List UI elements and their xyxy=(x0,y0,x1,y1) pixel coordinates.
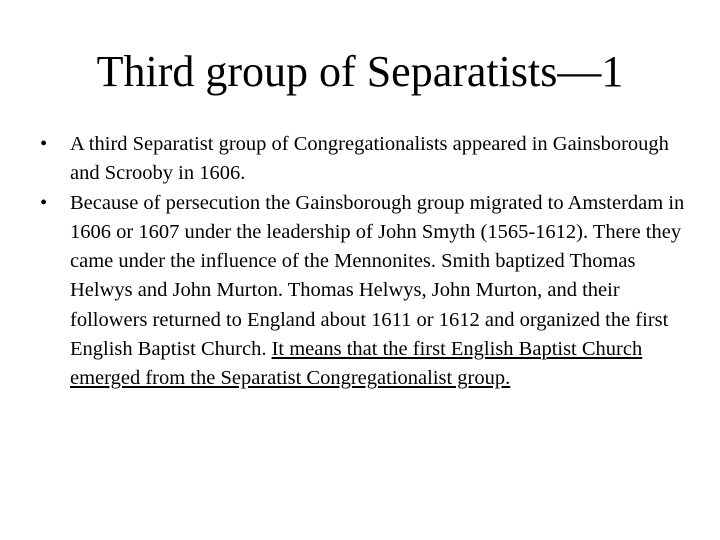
bullet-list xyxy=(36,130,686,394)
slide-title: Third group of Separatists—1 xyxy=(96,47,624,96)
bullet-item-2 xyxy=(36,189,686,394)
bullet-text: A third Separatist group of Congregationalists appeared in Gainsborough and Scrooby in 1606. xyxy=(70,133,669,185)
bullet-item-1 xyxy=(36,130,686,189)
bullet-text: Because of persecution the Gainsborough group migrated to Amsterdam in 1606 or 1607 under the leadership of John Smyth (1565-1612). There they came under the influence of the Mennonites. Smith baptized Thomas Helwys and John Murton. Thomas Helwys, John Murton, and their followers returned to England about 1611 or 1612 and organized the first English Baptist Church. xyxy=(70,191,685,361)
bullet-marker: • xyxy=(40,133,48,155)
underlined-conclusion: It means that the first English Baptist Church emerged from the Separatist Congregationalist group. xyxy=(70,338,643,390)
bullet-marker: • xyxy=(40,191,48,214)
